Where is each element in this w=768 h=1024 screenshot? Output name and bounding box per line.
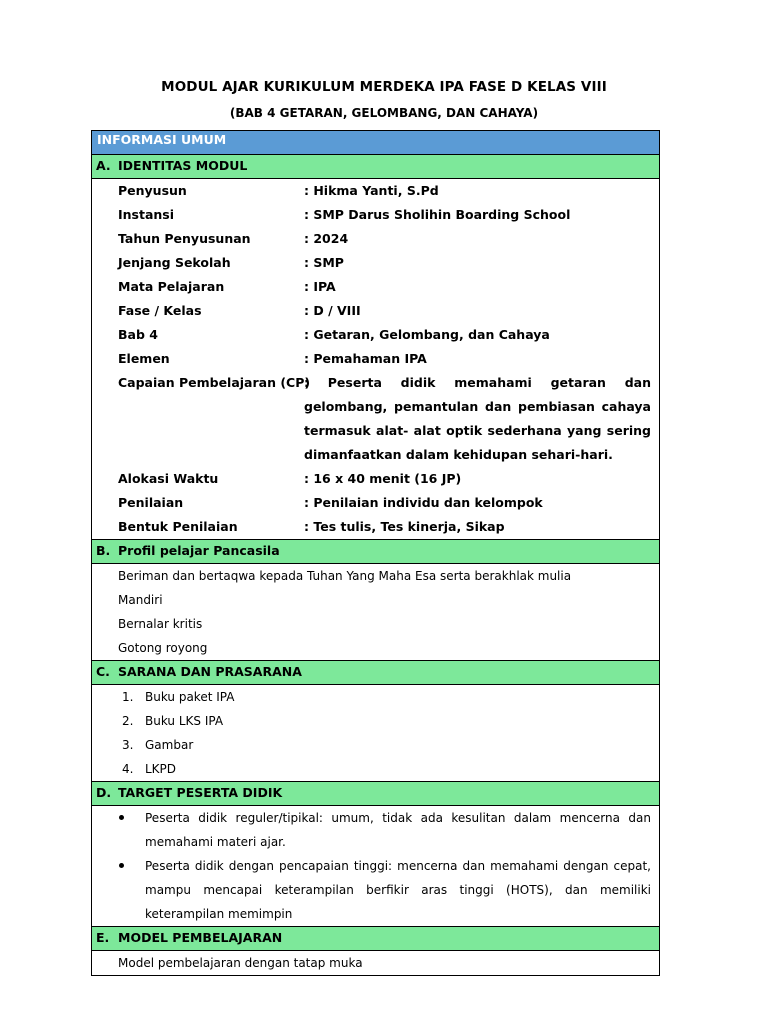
list-number: 3. <box>122 738 134 752</box>
identity-key: Bab 4 <box>118 327 158 342</box>
identity-value: : Peserta didik memahami getaran dan gelombang, pemantulan dan pembiasan cahaya termasuk alat- alat optik sederhana yang sering dimanfaatkan dalam kehidupan sehari-hari. <box>304 375 651 462</box>
bullet-icon <box>119 815 124 820</box>
section-title: Profil pelajar Pancasila <box>118 543 280 558</box>
section-header-model <box>92 927 659 951</box>
identity-row <box>92 227 659 251</box>
capaian-pembelajaran-row <box>92 371 659 467</box>
identity-row <box>92 323 659 347</box>
list-item: Model pembelajaran dengan tatap muka <box>118 956 363 970</box>
list-item <box>92 854 659 926</box>
section-letter: C. <box>96 664 110 679</box>
identity-key: Bentuk Penilaian <box>118 519 238 534</box>
list-item: Mandiri <box>118 593 163 607</box>
section-header-identitas <box>92 155 659 179</box>
list-item <box>92 757 659 781</box>
list-text: LKPD <box>145 762 177 776</box>
sarana-section <box>92 685 659 782</box>
identity-value: : Pemahaman IPA <box>304 351 427 366</box>
list-text: Peserta didik reguler/tipikal: umum, tidak ada kesulitan dalam mencerna dan memahami materi ajar. <box>145 811 651 849</box>
section-header-profil <box>92 540 659 564</box>
list-text: Buku paket IPA <box>145 690 235 704</box>
identity-row <box>92 179 659 203</box>
list-text: Gambar <box>145 738 194 752</box>
identity-row <box>92 299 659 323</box>
identity-value: : D / VIII <box>304 303 361 318</box>
section-letter: E. <box>96 930 110 945</box>
identity-key: Mata Pelajaran <box>118 279 225 294</box>
identity-key: Penyusun <box>118 183 187 198</box>
section-title: SARANA DAN PRASARANA <box>118 664 302 679</box>
identity-row <box>92 251 659 275</box>
section-letter: A. <box>96 158 111 173</box>
identity-row <box>92 203 659 227</box>
identity-key: Jenjang Sekolah <box>118 255 231 270</box>
identity-value: : 16 x 40 menit (16 JP) <box>304 471 462 486</box>
identity-key: Instansi <box>118 207 175 222</box>
identity-row <box>92 491 659 515</box>
document-title: MODUL AJAR KURIKULUM MERDEKA IPA FASE D KELAS VIII <box>161 79 607 95</box>
list-item <box>92 806 659 854</box>
identity-key: Tahun Penyusunan <box>118 231 251 246</box>
identity-row <box>92 347 659 371</box>
target-section <box>92 806 659 927</box>
list-number: 2. <box>122 714 134 728</box>
section-title: MODEL PEMBELAJARAN <box>118 930 283 945</box>
identitas-section <box>92 179 659 540</box>
identity-key: Penilaian <box>118 495 184 510</box>
identity-value: : Penilaian individu dan kelompok <box>304 495 543 510</box>
identity-row <box>92 467 659 491</box>
list-item: Bernalar kritis <box>118 617 203 631</box>
list-item: Beriman dan bertaqwa kepada Tuhan Yang Maha Esa serta berakhlak mulia <box>118 569 572 583</box>
identity-value: : Hikma Yanti, S.Pd <box>304 183 439 198</box>
identity-key: Elemen <box>118 351 170 366</box>
module-table <box>91 130 660 976</box>
identity-row <box>92 515 659 539</box>
identity-key: Capaian Pembelajaran (CP) <box>118 375 311 390</box>
section-letter: B. <box>96 543 111 558</box>
section-title: TARGET PESERTA DIDIK <box>118 785 283 800</box>
section-header-target <box>92 782 659 806</box>
bullet-icon <box>119 863 124 868</box>
list-item: Gotong royong <box>118 641 208 655</box>
list-text: Peserta didik dengan pencapaian tinggi: mencerna dan memahami dengan cepat, mampu mencapai keterampilan berfikir aras tinggi (HOTS), dan memiliki keterampilan memimpin <box>145 859 651 921</box>
list-item <box>92 733 659 757</box>
info-umum-header: INFORMASI UMUM <box>92 131 659 155</box>
section-title: IDENTITAS MODUL <box>118 158 248 173</box>
identity-row <box>92 275 659 299</box>
model-section <box>92 951 659 975</box>
identity-key: Fase / Kelas <box>118 303 202 318</box>
identity-value: : SMP <box>304 255 344 270</box>
list-item <box>92 709 659 733</box>
list-number: 1. <box>122 690 134 704</box>
section-header-sarana <box>92 661 659 685</box>
list-item <box>92 685 659 709</box>
identity-key: Alokasi Waktu <box>118 471 219 486</box>
document-subtitle: (BAB 4 GETARAN, GELOMBANG, DAN CAHAYA) <box>229 106 539 120</box>
list-number: 4. <box>122 762 134 776</box>
list-text: Buku LKS IPA <box>145 714 224 728</box>
identity-value: : Getaran, Gelombang, dan Cahaya <box>304 327 550 342</box>
section-letter: D. <box>96 785 112 800</box>
identity-value: : 2024 <box>304 231 349 246</box>
identity-value: : Tes tulis, Tes kinerja, Sikap <box>304 519 505 534</box>
identity-value: : SMP Darus Sholihin Boarding School <box>304 207 571 222</box>
identity-value: : IPA <box>304 279 336 294</box>
profil-section <box>92 564 659 661</box>
